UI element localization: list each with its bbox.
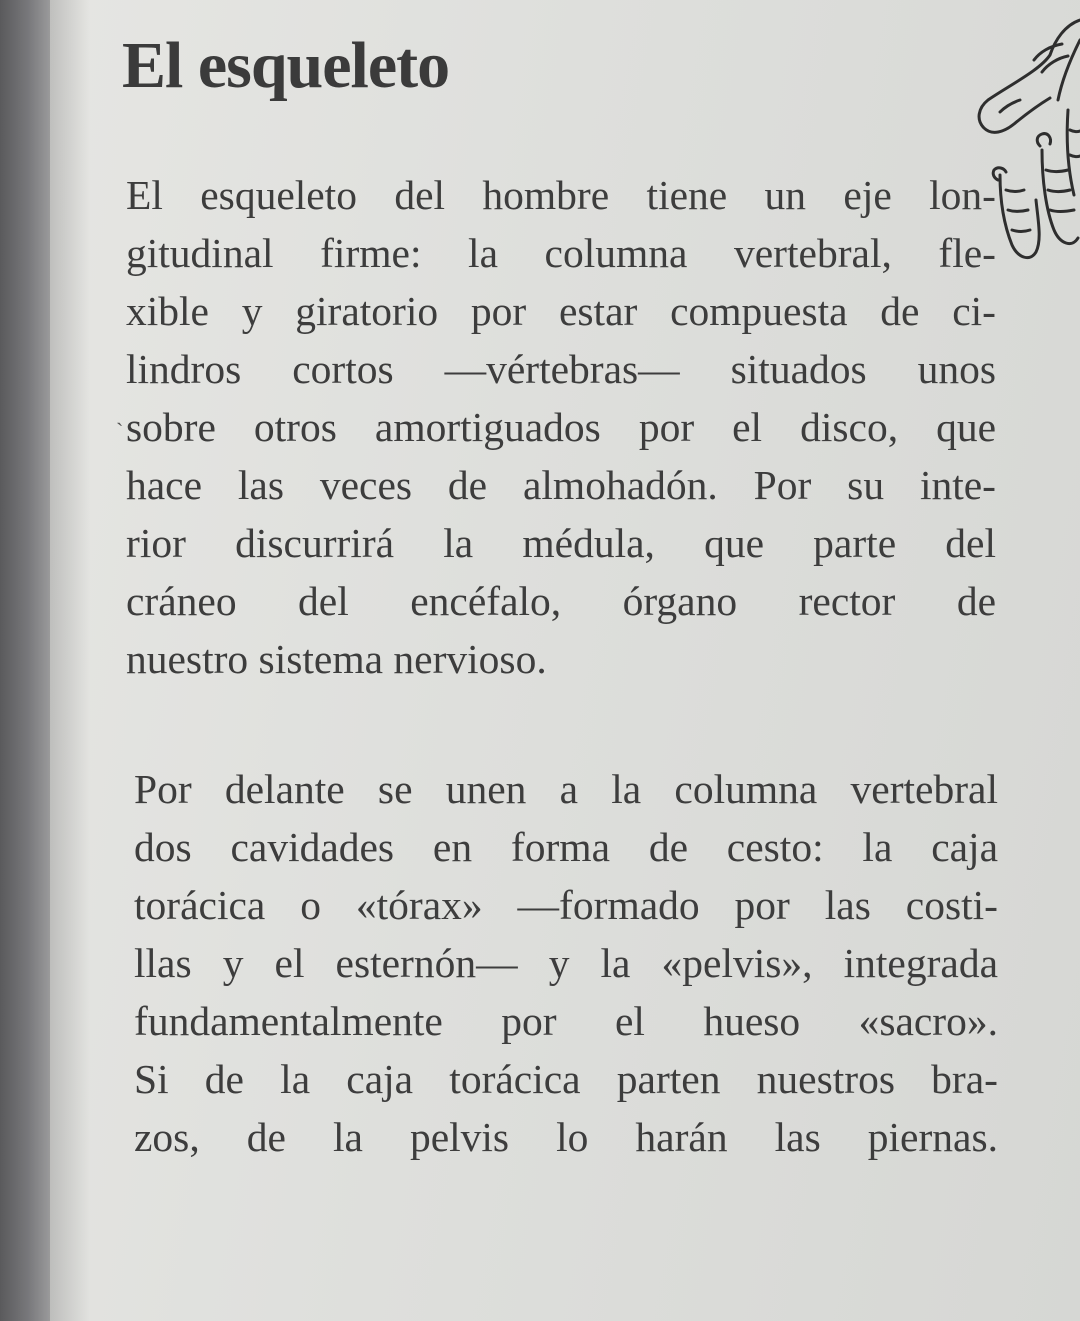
text-line: El esqueleto del hombre tiene un eje lon-	[126, 172, 996, 218]
text-line: cráneo del encéfalo, órgano rector de	[126, 578, 996, 624]
text-line: gitudinal firme: la columna vertebral, fle-	[126, 230, 996, 276]
text-line: lindros cortos —vértebras— situados unos	[126, 346, 996, 392]
page-title: El esqueleto	[122, 29, 450, 102]
text-line: zos, de la pelvis lo harán las piernas.	[134, 1114, 998, 1160]
text-line: fundamentalmente por el hueso «sacro».	[134, 998, 998, 1044]
text-line: hace las veces de almohadón. Por su inte-	[126, 462, 996, 508]
text-line: xible y giratorio por estar compuesta de ci-	[126, 288, 996, 334]
text-line: llas y el esternón— y la «pelvis», integrada	[134, 940, 998, 986]
text-line: dos cavidades en forma de cesto: la caja	[134, 824, 998, 870]
text-line: sobre otros amortiguados por el disco, que	[126, 404, 996, 450]
text-line: Por delante se unen a la columna vertebral	[134, 766, 998, 812]
text-line: nuestro sistema nervioso.	[126, 636, 547, 682]
paragraph-2	[134, 760, 998, 1166]
print-mark: ˋ	[116, 418, 124, 443]
gutter-shadow	[50, 0, 90, 1321]
text-line: torácica o «tórax» —formado por las costi-	[134, 882, 998, 928]
book-gutter	[0, 0, 50, 1321]
text-line: Si de la caja torácica parten nuestros bra-	[134, 1056, 998, 1102]
paragraph-1	[126, 166, 996, 688]
text-line: rior discurrirá la médula, que parte del	[126, 520, 996, 566]
